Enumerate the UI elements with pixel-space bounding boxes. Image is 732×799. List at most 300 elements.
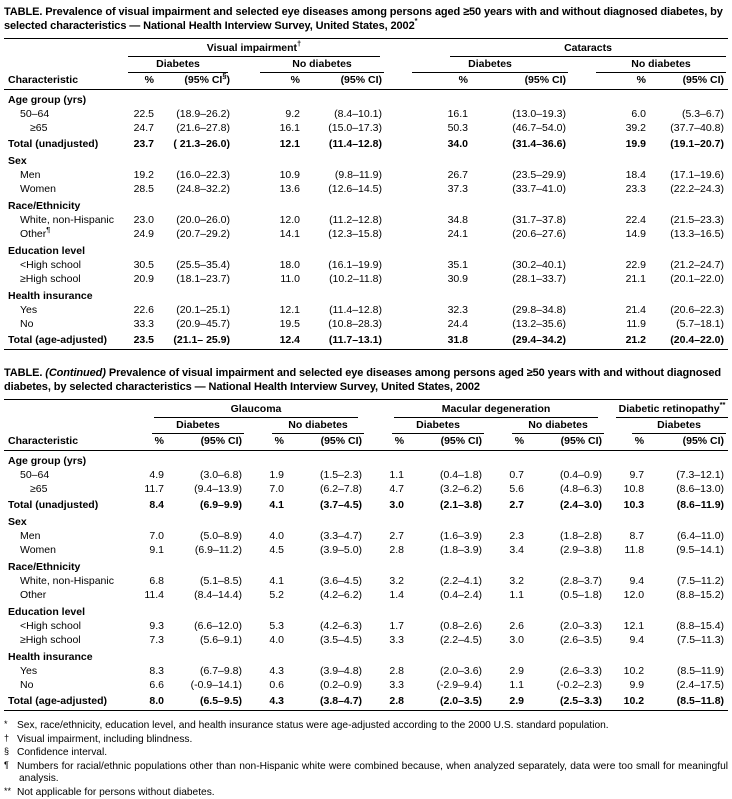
percent-cell: 1.1 (486, 678, 532, 692)
percent-cell: 13.6 (234, 182, 308, 196)
ci-cell: (37.7–40.8) (654, 121, 728, 135)
row-label: 50–64 (4, 107, 126, 121)
diabetes-status-label: No diabetes (272, 419, 364, 434)
data-row (4, 272, 728, 286)
percent-cell: 14.1 (234, 227, 308, 241)
section-label: Health insurance (4, 647, 728, 664)
ci-cell: (2.8–3.7) (532, 574, 606, 588)
ci-cell: (2.0–3.6) (412, 664, 486, 678)
ci-cell: (1.6–3.9) (412, 529, 486, 543)
section-label: Age group (yrs) (4, 451, 728, 469)
ci-cell: (2.5–3.3) (532, 692, 606, 711)
row-label: Women (4, 182, 126, 196)
data-row (4, 588, 728, 602)
percent-cell: 4.7 (366, 482, 412, 496)
row-label: Men (4, 529, 126, 543)
ci-cell: (5.3–6.7) (654, 107, 728, 121)
ci-cell: (21.1– 25.9) (162, 331, 234, 350)
ci-cell: (22.2–24.3) (654, 182, 728, 196)
percent-cell: 3.2 (366, 574, 412, 588)
diabetes-status-label: No diabetes (260, 58, 384, 73)
ci-cell: (12.6–14.5) (308, 182, 386, 196)
ci-cell: (25.5–35.4) (162, 258, 234, 272)
ci-cell: (8.4–10.1) (308, 107, 386, 121)
row-label: ≥High school (4, 633, 126, 647)
section-row (4, 196, 728, 213)
data-row (4, 121, 728, 135)
ci-header: (95% CI) (412, 434, 486, 451)
percent-cell: 23.5 (126, 331, 162, 350)
section-row (4, 286, 728, 303)
ci-cell: (24.8–32.2) (162, 182, 234, 196)
ci-cell: (7.5–11.3) (652, 633, 728, 647)
data-row (4, 678, 728, 692)
percent-cell: 3.3 (366, 678, 412, 692)
ci-cell: (28.1–33.7) (476, 272, 570, 286)
ci-cell: (3.3–4.7) (292, 529, 366, 543)
ci-cell: (10.2–11.8) (308, 272, 386, 286)
table-section-glaucoma-macular-retinopathy (4, 367, 728, 711)
percent-cell: 1.1 (366, 468, 412, 482)
diabetes-status-header (366, 418, 486, 434)
percent-cell: 3.0 (486, 633, 532, 647)
ci-cell: (1.5–2.3) (292, 468, 366, 482)
percent-cell: 30.5 (126, 258, 162, 272)
ci-cell: (2.2–4.5) (412, 633, 486, 647)
ci-cell: (2.4–17.5) (652, 678, 728, 692)
characteristic-header: Characteristic (4, 73, 126, 90)
total-row (4, 496, 728, 512)
section-label: Education level (4, 241, 728, 258)
percent-cell: 21.2 (570, 331, 654, 350)
percent-cell: 50.3 (386, 121, 476, 135)
ci-cell: (0.8–2.6) (412, 619, 486, 633)
section-label: Sex (4, 151, 728, 168)
ci-cell: (5.7–18.1) (654, 317, 728, 331)
characteristic-column-spacer (4, 57, 126, 73)
data-row (4, 468, 728, 482)
footnote-text: Confidence interval. (17, 747, 107, 758)
row-label: ≥65 (4, 482, 126, 496)
data-row (4, 227, 728, 241)
ci-cell: (3.7–4.5) (292, 496, 366, 512)
row-label: Total (age-adjusted) (4, 331, 126, 350)
percent-cell: 31.8 (386, 331, 476, 350)
percent-cell: 8.7 (606, 529, 652, 543)
row-label: ≥65 (4, 121, 126, 135)
ci-cell: (31.4–36.6) (476, 135, 570, 151)
section-label: Race/Ethnicity (4, 557, 728, 574)
percent-cell: 9.9 (606, 678, 652, 692)
percent-cell: 4.3 (246, 664, 292, 678)
percent-cell: 26.7 (386, 168, 476, 182)
diabetes-status-header (606, 418, 728, 434)
ci-cell: (-2.9–9.4) (412, 678, 486, 692)
diabetes-status-header (126, 57, 234, 73)
percent-cell: 1.4 (366, 588, 412, 602)
row-label: Men (4, 168, 126, 182)
percent-header: % (486, 434, 532, 451)
footnote (4, 746, 728, 760)
ci-cell: (8.8–15.2) (652, 588, 728, 602)
diabetes-status-label: Diabetes (632, 419, 726, 434)
percent-header: % (234, 73, 308, 90)
percent-cell: 10.8 (606, 482, 652, 496)
percent-cell: 4.1 (246, 574, 292, 588)
percent-cell: 24.4 (386, 317, 476, 331)
characteristic-column-spacer (4, 400, 126, 419)
column-group-header (606, 400, 728, 419)
ci-cell: (18.9–26.2) (162, 107, 234, 121)
footnotes (4, 719, 728, 799)
percent-cell: 11.9 (570, 317, 654, 331)
data-row (4, 664, 728, 678)
percent-cell: 9.2 (234, 107, 308, 121)
total-row (4, 135, 728, 151)
ci-cell: (6.9–9.9) (172, 496, 246, 512)
ci-cell: (10.8–28.3) (308, 317, 386, 331)
footnote (4, 733, 728, 747)
ci-cell: (16.0–22.3) (162, 168, 234, 182)
ci-cell: (29.8–34.8) (476, 303, 570, 317)
ci-cell: (15.0–17.3) (308, 121, 386, 135)
subgroup-header-row (4, 418, 728, 434)
ci-cell: (8.8–15.4) (652, 619, 728, 633)
percent-cell: 12.1 (234, 135, 308, 151)
percent-cell: 3.2 (486, 574, 532, 588)
ci-cell: (2.9–3.8) (532, 543, 606, 557)
table-title-continued (4, 367, 728, 394)
data-row (4, 182, 728, 196)
data-row (4, 168, 728, 182)
ci-cell: (21.6–27.8) (162, 121, 234, 135)
ci-cell: (12.3–15.8) (308, 227, 386, 241)
section-row (4, 451, 728, 469)
ci-cell: (20.9–45.7) (162, 317, 234, 331)
percent-cell: 9.1 (126, 543, 172, 557)
percent-cell: 12.1 (606, 619, 652, 633)
row-label: Other (4, 588, 126, 602)
percent-cell: 22.9 (570, 258, 654, 272)
ci-cell: (20.1–25.1) (162, 303, 234, 317)
percent-cell: 12.4 (234, 331, 308, 350)
prevalence-table-part1 (4, 38, 728, 350)
diabetes-status-header (234, 57, 386, 73)
ci-cell: (23.5–29.9) (476, 168, 570, 182)
ci-cell: (19.1–20.7) (654, 135, 728, 151)
percent-cell: 11.8 (606, 543, 652, 557)
row-label: Total (unadjusted) (4, 496, 126, 512)
ci-cell: (33.7–41.0) (476, 182, 570, 196)
ci-cell: (11.4–12.8) (308, 303, 386, 317)
footnote-text: Sex, race/ethnicity, education level, and health insurance status were age-adjusted according to the 2000 U.S. standard population. (17, 720, 609, 731)
ci-cell: (20.7–29.2) (162, 227, 234, 241)
percent-header: % (126, 73, 162, 90)
percent-cell: 23.3 (570, 182, 654, 196)
data-row (4, 529, 728, 543)
footnote (4, 786, 728, 799)
diabetes-status-header (570, 57, 728, 73)
section-label: Sex (4, 512, 728, 529)
ci-cell: (2.0–3.5) (412, 692, 486, 711)
ci-cell: (46.7–54.0) (476, 121, 570, 135)
table-body (4, 90, 728, 350)
ci-cell: (2.6–3.3) (532, 664, 606, 678)
percent-cell: 21.4 (570, 303, 654, 317)
ci-cell: (16.1–19.9) (308, 258, 386, 272)
group-header-row (4, 400, 728, 419)
diabetes-status-label: No diabetes (596, 58, 726, 73)
ci-cell: (20.1–22.0) (654, 272, 728, 286)
ci-cell: (18.1–23.7) (162, 272, 234, 286)
row-label: No (4, 317, 126, 331)
table-section-visual-impairment-cataracts (4, 6, 728, 350)
percent-cell: 16.1 (234, 121, 308, 135)
diabetes-status-label: Diabetes (412, 58, 568, 73)
ci-cell: (9.4–13.9) (172, 482, 246, 496)
percent-cell: 4.3 (246, 692, 292, 711)
percent-cell: 11.4 (126, 588, 172, 602)
table-title-text: Prevalence of visual impairment and selected eye diseases among persons aged ≥50 years with and without diagnosed diabetes, by selected characteristics — National Health Interview Survey, United States, 2002* (4, 6, 723, 32)
ci-cell: ( 21.3–26.0) (162, 135, 234, 151)
subgroup-header-row (4, 57, 728, 73)
ci-cell: (1.8–2.8) (532, 529, 606, 543)
percent-cell: 6.0 (570, 107, 654, 121)
ci-cell: (5.1–8.5) (172, 574, 246, 588)
diabetes-status-header (386, 57, 570, 73)
percent-cell: 2.6 (486, 619, 532, 633)
ci-cell: (8.4–14.4) (172, 588, 246, 602)
characteristic-header: Characteristic (4, 434, 126, 451)
ci-cell: (0.4–1.8) (412, 468, 486, 482)
percent-cell: 2.9 (486, 664, 532, 678)
ci-cell: (0.5–1.8) (532, 588, 606, 602)
percent-cell: 37.3 (386, 182, 476, 196)
characteristic-column-spacer (4, 418, 126, 434)
ci-cell: (5.0–8.9) (172, 529, 246, 543)
ci-cell: (4.2–6.2) (292, 588, 366, 602)
data-row (4, 619, 728, 633)
diabetes-status-label: No diabetes (512, 419, 604, 434)
data-row (4, 543, 728, 557)
total-row (4, 331, 728, 350)
ci-header: (95% CI) (654, 73, 728, 90)
ci-cell: (3.9–4.8) (292, 664, 366, 678)
percent-cell: 4.0 (246, 633, 292, 647)
footnote-text: Numbers for racial/ethnic populations other than non-Hispanic white were combined because, when analyzed separately, data were too small for meaningful analysis. (17, 761, 728, 785)
ci-cell: (11.4–12.8) (308, 135, 386, 151)
percent-cell: 4.5 (246, 543, 292, 557)
ci-cell: (9.8–11.9) (308, 168, 386, 182)
percent-cell: 23.7 (126, 135, 162, 151)
row-label: White, non-Hispanic (4, 574, 126, 588)
total-row (4, 692, 728, 711)
measure-header-row (4, 73, 728, 90)
ci-cell: (11.2–12.8) (308, 213, 386, 227)
percent-cell: 14.9 (570, 227, 654, 241)
table-header (4, 400, 728, 451)
ci-cell: (6.2–7.8) (292, 482, 366, 496)
data-row (4, 303, 728, 317)
percent-cell: 2.8 (366, 664, 412, 678)
percent-cell: 3.0 (366, 496, 412, 512)
percent-cell: 7.0 (126, 529, 172, 543)
percent-cell: 0.6 (246, 678, 292, 692)
percent-cell: 2.7 (366, 529, 412, 543)
percent-cell: 9.3 (126, 619, 172, 633)
percent-cell: 8.0 (126, 692, 172, 711)
ci-cell: (21.5–23.3) (654, 213, 728, 227)
percent-cell: 10.2 (606, 692, 652, 711)
percent-cell: 20.9 (126, 272, 162, 286)
diabetes-status-label: Diabetes (152, 419, 244, 434)
ci-cell: (3.6–4.5) (292, 574, 366, 588)
ci-cell: (3.8–4.7) (292, 692, 366, 711)
row-label: 50–64 (4, 468, 126, 482)
diabetes-status-label: Diabetes (392, 419, 484, 434)
section-row (4, 241, 728, 258)
percent-cell: 24.7 (126, 121, 162, 135)
ci-cell: (13.3–16.5) (654, 227, 728, 241)
data-row (4, 317, 728, 331)
footnote-marker: § (4, 745, 17, 758)
percent-cell: 8.3 (126, 664, 172, 678)
column-group-header (126, 39, 386, 58)
table-body (4, 451, 728, 711)
ci-cell: (3.2–6.2) (412, 482, 486, 496)
ci-cell: (20.4–22.0) (654, 331, 728, 350)
percent-cell: 9.4 (606, 574, 652, 588)
percent-cell: 1.9 (246, 468, 292, 482)
percent-header: % (386, 73, 476, 90)
section-row (4, 557, 728, 574)
section-label: Age group (yrs) (4, 90, 728, 108)
ci-cell: (4.2–6.3) (292, 619, 366, 633)
percent-cell: 2.3 (486, 529, 532, 543)
ci-cell: (17.1–19.6) (654, 168, 728, 182)
percent-cell: 22.4 (570, 213, 654, 227)
row-label: White, non-Hispanic (4, 213, 126, 227)
percent-cell: 34.0 (386, 135, 476, 151)
ci-cell: (2.2–4.1) (412, 574, 486, 588)
percent-cell: 24.1 (386, 227, 476, 241)
ci-cell: (2.0–3.3) (532, 619, 606, 633)
ci-cell: (8.6–13.0) (652, 482, 728, 496)
row-label: Other¶ (4, 227, 126, 241)
ci-cell: (3.5–4.5) (292, 633, 366, 647)
footnote-text: Not applicable for persons without diabetes. (17, 787, 215, 798)
footnote-marker: ¶ (4, 759, 17, 772)
percent-cell: 12.0 (606, 588, 652, 602)
footnote-text: Visual impairment, including blindness. (17, 734, 192, 745)
percent-header: % (606, 434, 652, 451)
data-row (4, 574, 728, 588)
table-label: TABLE. (4, 367, 45, 379)
ci-cell: (11.7–13.1) (308, 331, 386, 350)
table-continued-label: (Continued) (45, 367, 106, 379)
ci-cell: (2.4–3.0) (532, 496, 606, 512)
percent-cell: 6.8 (126, 574, 172, 588)
ci-cell: (8.6–11.9) (652, 496, 728, 512)
percent-cell: 10.2 (606, 664, 652, 678)
ci-cell: (3.9–5.0) (292, 543, 366, 557)
ci-cell: (6.7–9.8) (172, 664, 246, 678)
row-label: No (4, 678, 126, 692)
percent-cell: 10.9 (234, 168, 308, 182)
percent-cell: 1.7 (366, 619, 412, 633)
section-label: Health insurance (4, 286, 728, 303)
ci-cell: (3.0–6.8) (172, 468, 246, 482)
ci-cell: (5.6–9.1) (172, 633, 246, 647)
ci-header: (95% CI§) (162, 73, 234, 90)
percent-cell: 19.9 (570, 135, 654, 151)
percent-cell: 2.8 (366, 543, 412, 557)
percent-cell: 12.1 (234, 303, 308, 317)
ci-cell: (-0.9–14.1) (172, 678, 246, 692)
percent-cell: 0.7 (486, 468, 532, 482)
percent-cell: 19.5 (234, 317, 308, 331)
table-title (4, 6, 728, 33)
percent-cell: 19.2 (126, 168, 162, 182)
ci-cell: (7.5–11.2) (652, 574, 728, 588)
ci-cell: (7.3–12.1) (652, 468, 728, 482)
ci-cell: (20.6–22.3) (654, 303, 728, 317)
section-label: Race/Ethnicity (4, 196, 728, 213)
ci-cell: (1.8–3.9) (412, 543, 486, 557)
percent-cell: 30.9 (386, 272, 476, 286)
percent-cell: 24.9 (126, 227, 162, 241)
column-group-label: Macular degeneration (394, 403, 598, 418)
footnote-marker: † (4, 732, 17, 745)
percent-cell: 3.3 (366, 633, 412, 647)
percent-cell: 39.2 (570, 121, 654, 135)
data-row (4, 107, 728, 121)
percent-cell: 5.2 (246, 588, 292, 602)
ci-cell: (2.1–3.8) (412, 496, 486, 512)
percent-cell: 4.0 (246, 529, 292, 543)
column-group-header (126, 400, 366, 419)
ci-cell: (0.4–2.4) (412, 588, 486, 602)
ci-cell: (6.5–9.5) (172, 692, 246, 711)
percent-cell: 12.0 (234, 213, 308, 227)
footnote-marker: * (4, 718, 17, 731)
percent-cell: 11.0 (234, 272, 308, 286)
ci-header: (95% CI) (172, 434, 246, 451)
footnote (4, 719, 728, 733)
percent-cell: 9.4 (606, 633, 652, 647)
percent-cell: 5.6 (486, 482, 532, 496)
ci-cell: (6.6–12.0) (172, 619, 246, 633)
ci-cell: (21.2–24.7) (654, 258, 728, 272)
group-header-row (4, 39, 728, 58)
percent-header: % (126, 434, 172, 451)
column-group-header (366, 400, 606, 419)
row-label: <High school (4, 258, 126, 272)
ci-cell: (20.6–27.6) (476, 227, 570, 241)
percent-cell: 34.8 (386, 213, 476, 227)
ci-cell: (0.2–0.9) (292, 678, 366, 692)
ci-cell: (8.5–11.9) (652, 664, 728, 678)
percent-cell: 5.3 (246, 619, 292, 633)
characteristic-column-spacer (4, 39, 126, 58)
data-row (4, 258, 728, 272)
row-label: Yes (4, 664, 126, 678)
ci-header: (95% CI) (308, 73, 386, 90)
ci-cell: (31.7–37.8) (476, 213, 570, 227)
footnote (4, 760, 728, 786)
measure-header-row (4, 434, 728, 451)
ci-cell: (-0.2–2.3) (532, 678, 606, 692)
